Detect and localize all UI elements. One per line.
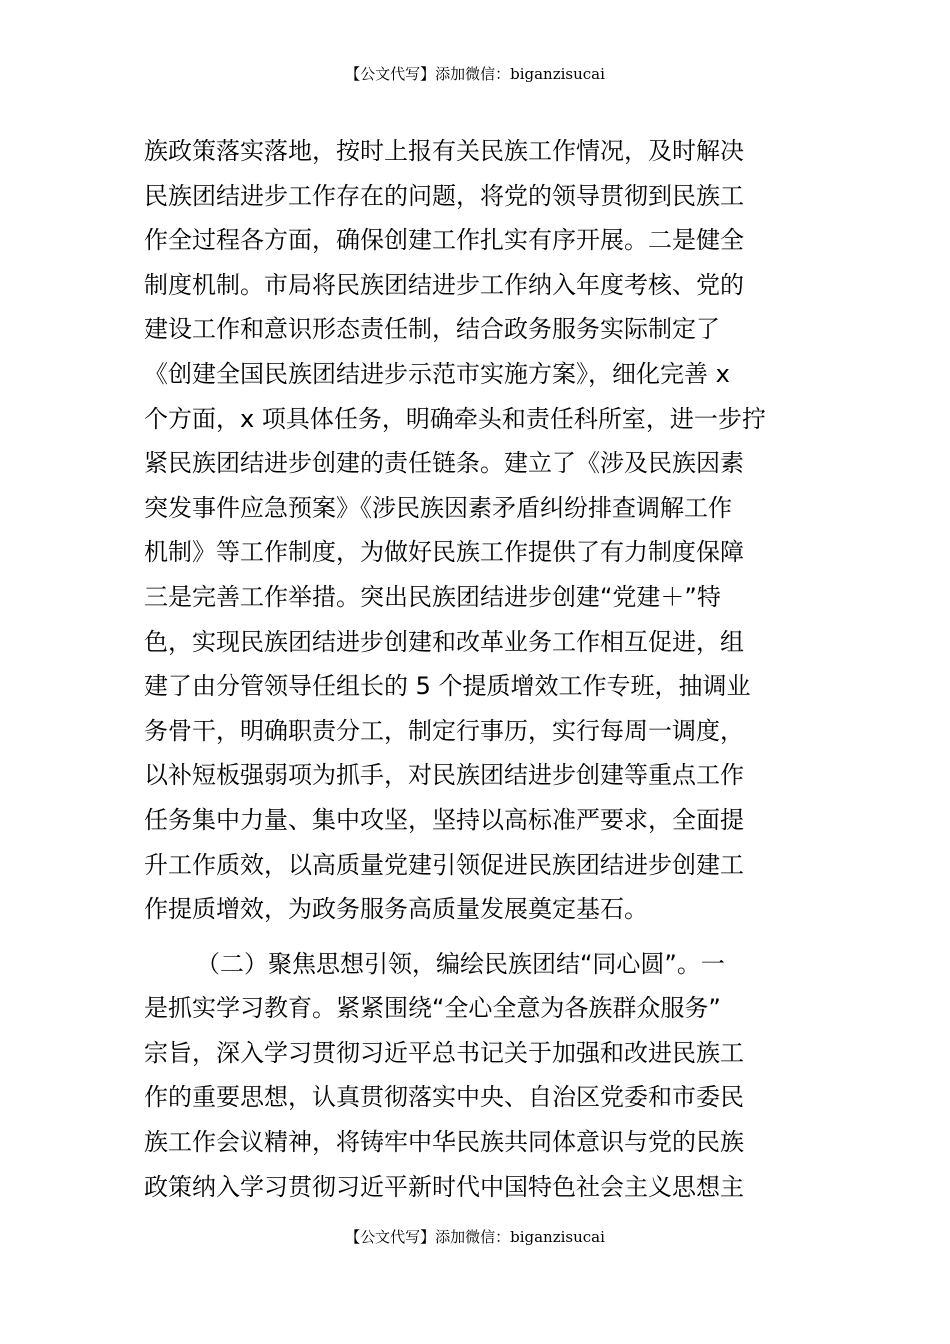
- text-line: 作提质增效，为政务服务高质量发展奠定基石。: [144, 895, 648, 924]
- text-line: 作的重要思想，认真贯彻落实中央、自治区党委和市委民: [144, 1083, 744, 1112]
- paragraph-2: [144, 942, 808, 1210]
- text-line: 务骨干，明确职责分工，制定行事历，实行每周一调度，: [144, 716, 744, 745]
- text-line: 突发事件应急预案》《涉民族因素矛盾纠纷排查调解工作: [144, 493, 732, 522]
- text-line: 建设工作和意识形态责任制，结合政务服务实际制定了: [144, 315, 720, 344]
- text-line: 《创建全国民族团结进步示范市实施方案》，细化完善 x: [144, 359, 730, 388]
- text-line: 色，实现民族团结进步创建和改革业务工作相互促进，组: [144, 627, 744, 656]
- text-line: 族政策落实落地，按时上报有关民族工作情况，及时解决: [144, 137, 744, 165]
- text-line: 建了由分管领导任组长的 5 个提质增效工作专班，抽调业: [144, 672, 751, 701]
- text-line: 任务集中力量、集中攻坚，坚持以高标准严要求，全面提: [144, 805, 744, 834]
- text-line: 是抓实学习教育。紧紧围绕“全心全意为各族群众服务”: [144, 994, 721, 1023]
- text-line: 作全过程各方面，确保创建工作扎实有序开展。二是健全: [144, 226, 744, 255]
- paragraph-spacing: [144, 932, 808, 942]
- text-line: 族工作会议精神，将铸牢中华民族共同体意识与党的民族: [144, 1128, 744, 1157]
- text-line: 紧民族团结进步创建的责任链条。建立了《涉及民族因素: [144, 449, 744, 478]
- text-line: 政策纳入学习贯彻习近平新时代中国特色社会主义思想主: [144, 1172, 744, 1201]
- page-header-watermark: 【公文代写】添加微信：biganzisucai: [345, 65, 605, 83]
- text-line: 个方面，x 项具体任务，明确牵头和责任科所室，进一步拧: [144, 404, 766, 433]
- text-line: 制度机制。市局将民族团结进步工作纳入年度考核、党的: [144, 270, 744, 299]
- text-line: 机制》等工作制度，为做好民族工作提供了有力制度保障: [144, 538, 744, 567]
- text-line: 民族团结进步工作存在的问题，将党的领导贯彻到民族工: [144, 181, 744, 210]
- text-line: 三是完善工作举措。突出民族团结进步创建“党建＋”特: [144, 582, 721, 611]
- text-line: 以补短板强弱项为抓手，对民族团结进步创建等重点工作: [144, 761, 744, 790]
- text-line: 升工作质效，以高质量党建引领促进民族团结进步创建工: [144, 850, 744, 879]
- paragraph-1: [144, 129, 808, 932]
- text-line: 宗旨，深入学习贯彻习近平总书记关于加强和改进民族工: [144, 1038, 744, 1067]
- text-line-indented: （二）聚焦思想引领，编绘民族团结“同心圆”。一: [196, 949, 725, 978]
- page-footer-watermark: 【公文代写】添加微信：biganzisucai: [345, 1228, 605, 1246]
- document-body: [144, 129, 808, 1209]
